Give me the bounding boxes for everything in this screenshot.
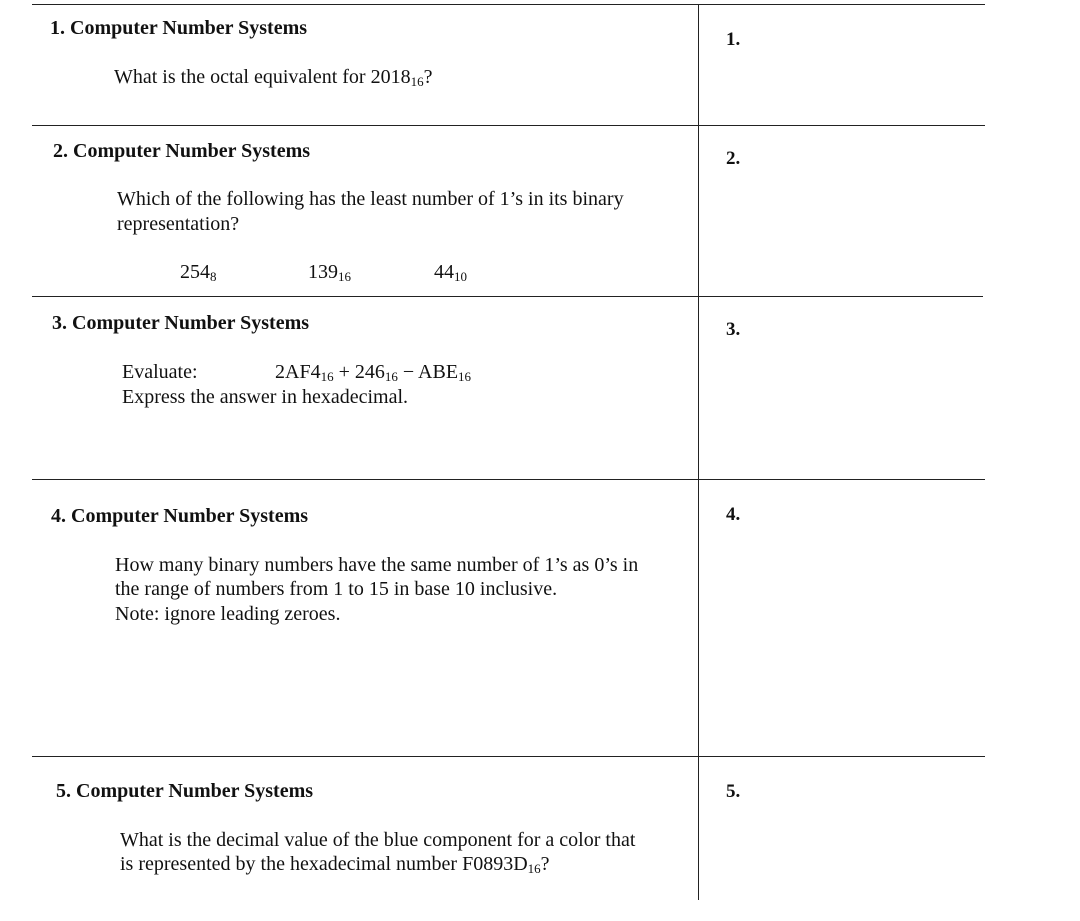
question-4-heading: 4. Computer Number Systems <box>51 505 309 527</box>
term-1-value: 2AF4 <box>275 361 321 383</box>
row-divider-4 <box>32 756 985 757</box>
question-4-line-2: the range of numbers from 1 to 15 in base 10 inclusive. <box>115 578 558 600</box>
question-5-base: 16 <box>527 861 541 876</box>
question-2-option-2 <box>308 261 351 284</box>
question-2-line-2: representation? <box>117 213 240 235</box>
term-3-base: 16 <box>458 369 472 384</box>
term-2-operator: + <box>338 361 350 383</box>
question-5-heading: 5. Computer Number Systems <box>56 780 314 802</box>
question-2-option-1 <box>180 261 217 284</box>
question-4-note: Note: ignore leading zeroes. <box>115 603 341 625</box>
question-5-line-2-text: is represented by the hexadecimal number F0893D <box>120 853 528 875</box>
answer-label-1: 1. <box>726 29 741 50</box>
option-2-value: 139 <box>308 261 338 283</box>
question-1-prompt: What is the octal equivalent for 2018 <box>114 66 411 88</box>
row-divider-1 <box>32 125 985 126</box>
row-divider-3 <box>32 479 985 480</box>
answer-label-4: 4. <box>726 504 741 525</box>
option-3-base: 10 <box>454 269 467 284</box>
question-5-line-2-end: ? <box>540 853 550 875</box>
term-2-value: 246 <box>354 361 385 383</box>
term-3-value: ABE <box>418 361 459 383</box>
question-5-line-1: What is the decimal value of the blue component for a color that <box>120 829 636 851</box>
term-3-operator: − <box>402 361 415 383</box>
option-3-value: 44 <box>434 261 454 283</box>
question-3-line-2: Express the answer in hexadecimal. <box>122 386 409 408</box>
term-2-base: 16 <box>384 369 398 384</box>
question-1-text <box>114 65 432 90</box>
term-1-base: 16 <box>320 369 334 384</box>
option-2-base: 16 <box>338 269 351 284</box>
question-1-base: 16 <box>410 74 424 89</box>
answer-label-5: 5. <box>726 781 741 802</box>
option-1-base: 8 <box>210 269 217 284</box>
question-3-heading: 3. Computer Number Systems <box>52 312 310 334</box>
answer-label-2: 2. <box>726 148 741 169</box>
question-4-line-1: How many binary numbers have the same number of 1’s as 0’s in <box>115 554 639 576</box>
question-1-prompt-end: ? <box>423 66 433 88</box>
row-divider-2 <box>32 296 983 297</box>
top-rule <box>32 4 985 5</box>
question-3-expression <box>275 360 471 385</box>
answer-column-divider <box>698 4 699 900</box>
option-1-value: 254 <box>180 261 210 283</box>
question-2-heading: 2. Computer Number Systems <box>53 140 311 162</box>
question-1-heading: 1. Computer Number Systems <box>50 17 308 39</box>
question-3-evaluate-label: Evaluate: <box>122 361 198 383</box>
question-2-option-3 <box>434 261 467 284</box>
answer-label-3: 3. <box>726 319 741 340</box>
question-5-line-2 <box>120 852 550 877</box>
question-2-line-1: Which of the following has the least number of 1’s in its binary <box>117 188 624 210</box>
